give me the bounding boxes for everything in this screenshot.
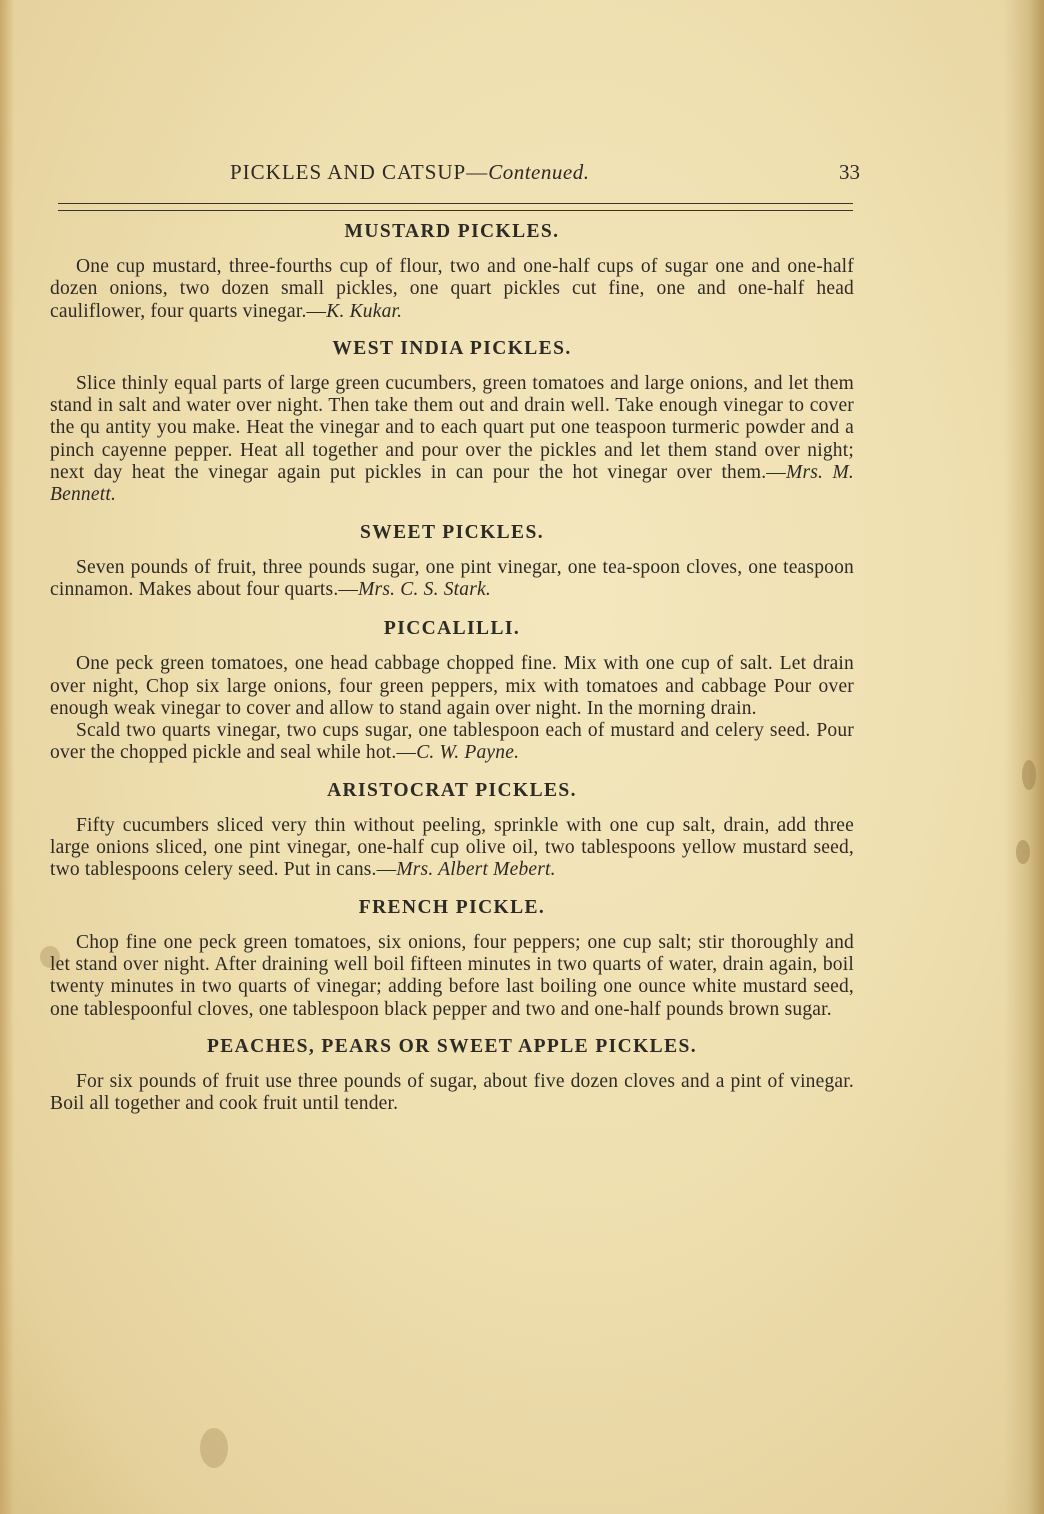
recipe-piccalilli (50, 615, 854, 764)
recipe-french-pickle (50, 894, 854, 1021)
page-content (50, 214, 854, 1115)
recipe-body: Chop fine one peck green tomatoes, six onions, four peppers; one cup salt; stir thoroughly and let stand over night. After draining well boil fifteen minutes in two quarts of water, drain again, boil twenty minutes in two quarts of vinegar; adding before last boiling one ounce white mustard seed, one tablespoonful cloves, one tablespoon black pepper and two and one-half pounds brown sugar. (50, 931, 854, 1020)
recipe-title: MUSTARD PICKLES. (344, 221, 560, 242)
running-header (230, 160, 860, 190)
recipe-title: ARISTOCRAT PICKLES. (327, 779, 577, 801)
recipe-mustard-pickles (50, 218, 854, 323)
header-title: PICKLES AND CATSUP—Contenued. (230, 160, 590, 184)
paper-stain (1016, 840, 1030, 864)
recipe-body: Slice thinly equal parts of large green cucumbers, green tomatoes and large onions, and let them stand in salt and water over night. Then take them out and drain well. Take enough vinegar to cover the qu antity you make. Heat the vinegar and to each quart put one teaspoon turmeric powder and a pinch cayenne pepper. Heat all together and pour over the pickles and let them stand over night; next day heat the vinegar again put pickles in can pour the hot vinegar over them.—Mrs. M. Bennett. (50, 372, 854, 506)
recipe-title: WEST INDIA PICKLES. (332, 337, 572, 359)
recipe-author: Mrs. Albert Mebert. (396, 859, 556, 881)
recipe-author: C. W. Payne. (416, 742, 520, 764)
recipe-body: One peck green tomatoes, one head cabbage chopped fine. Mix with one cup of salt. Let drain over night, Chop six large onions, four green peppers, mix with tomatoes and cabbage Pour over enough weak vinegar to cover and allow to stand again over night. In the morning drain. Scald two quarts vinegar, two cups sugar, one tablespoon each of mustard and celery seed. Pour over the chopped pickle and seal while hot.—C. W. Payne. (50, 653, 854, 764)
recipe-title: PEACHES, PEARS OR SWEET APPLE PICKLES. (206, 1035, 698, 1057)
header-rule (58, 210, 853, 211)
recipe-body: Fifty cucumbers sliced very thin without peeling, sprinkle with one cup salt, drain, add three large onions sliced, one pint vinegar, one-half cup olive oil, two tablespoons yellow mustard seed, two tablespoons celery seed. Put in cans.—Mrs. Albert Mebert. (50, 814, 854, 881)
page-number: 33 (839, 160, 860, 184)
recipe-title: PICCALILLI. (383, 618, 521, 640)
recipe-body: For six pounds of fruit use three pounds of sugar, about five dozen cloves and a pint of vinegar. Boil all together and cook fruit until tender. (50, 1070, 854, 1115)
recipe-body: Seven pounds of fruit, three pounds sugar, one pint vinegar, one tea-spoon cloves, one teaspoon cinnamon. Makes about four quarts.—Mrs. C. S. Stark. (50, 556, 854, 600)
recipe-aristocrat-pickles (50, 777, 854, 882)
recipe-author: Mrs. C. S. Stark. (358, 578, 491, 600)
recipe-west-india-pickles (50, 335, 854, 507)
header-rule (58, 203, 853, 204)
recipe-body: One cup mustard, three-fourths cup of flour, two and one-half cups of sugar one and one-half dozen onions, two dozen small pickles, one quart pickles cut fine, one and one-half head cauliflower, four quarts vinegar.—K. Kukar. (50, 256, 854, 322)
page-right-edge (1004, 0, 1044, 1514)
paper-stain (1022, 760, 1036, 790)
recipe-author: K. Kukar. (326, 300, 403, 322)
recipe-peaches-pears-sweet-apple-pickles (50, 1033, 854, 1116)
recipe-title: SWEET PICKLES. (360, 521, 544, 543)
page-left-edge (0, 0, 14, 1514)
paper-stain (200, 1428, 228, 1468)
recipe-title: FRENCH PICKLE. (358, 896, 546, 918)
recipe-sweet-pickles (50, 519, 854, 602)
recipe-author: Mrs. M. Bennett. (50, 462, 854, 506)
